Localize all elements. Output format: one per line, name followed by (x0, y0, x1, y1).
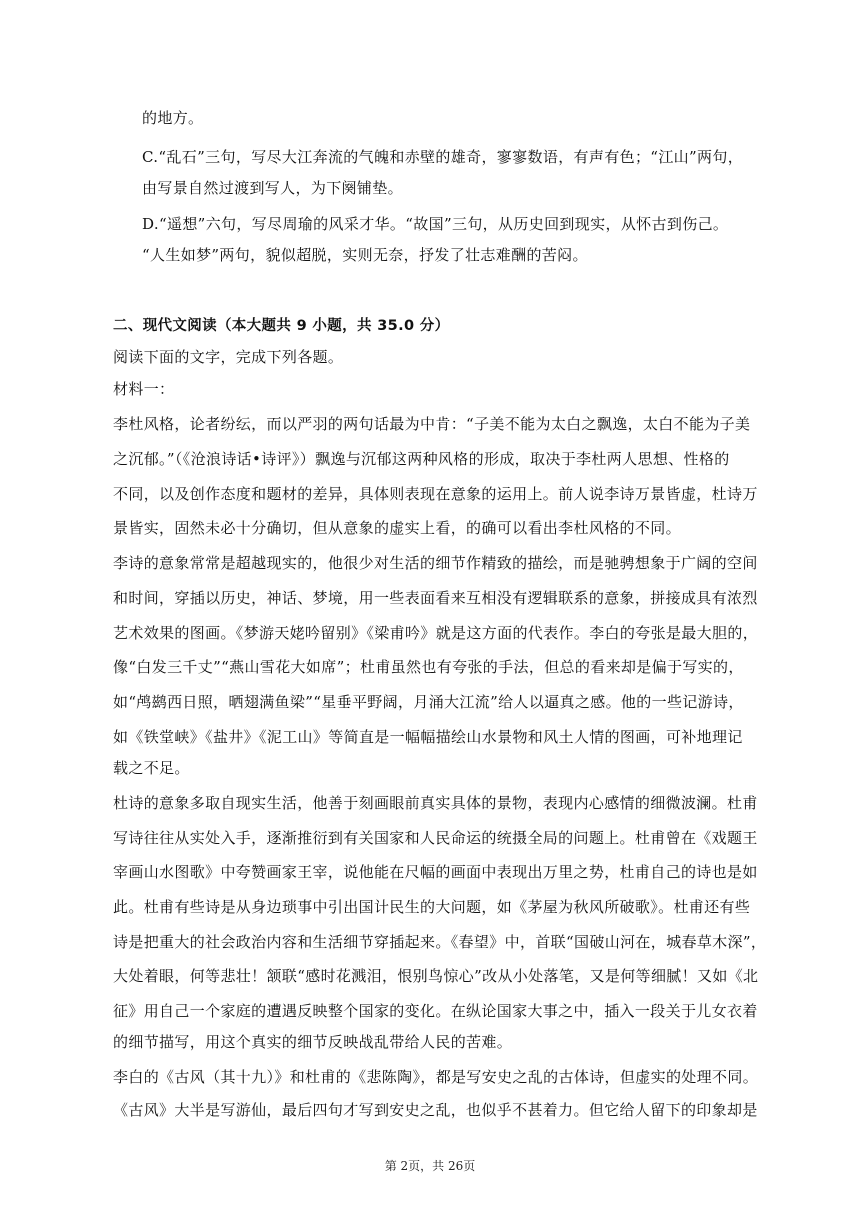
paragraph-1-line: 不同，以及创作态度和题材的差异，具体则表现在意象的运用上。前人说李诗万景皆虚，杜诗万 (113, 485, 758, 503)
paragraph-1-line: 李杜风格，论者纷纭，而以严羽的两句话最为中肯：“子美不能为太白之飘逸，太白不能为子美 (113, 415, 751, 433)
paragraph-2-line: 载之不足。 (113, 759, 190, 777)
paragraph-2-line: 和时间，穿插以历史，神话、梦境，用一些表面看来互相没有逻辑联系的意象，拼接成具有浓烈 (113, 589, 758, 607)
option-d-line-1: D.“遥想”六句，写尽周瑜的风采才华。“故国”三句，从历史回到现实，从怀古到伤己。 (142, 215, 729, 233)
paragraph-2-line: 如《铁堂峡》《盐井》《泥工山》等简直是一幅幅描绘山水景物和风土人情的图画，可补地理记 (113, 728, 743, 746)
reading-instruction: 阅读下面的文字，完成下列各题。 (113, 348, 344, 366)
paragraph-3-line: 杜诗的意象多取自现实生活，他善于刻画眼前真实具体的景物，表现内心感情的细微波澜。杜甫 (113, 794, 758, 812)
paragraph-2-line: 像“白发三千丈”“燕山雪花大如席”；杜甫虽然也有夸张的手法，但总的看来却是偏于写实的， (113, 658, 744, 676)
paragraph-3-line: 大处着眼，何等悲壮！颔联“感时花溅泪，恨别鸟惊心”改从小处落笔，又是何等细腻！又如《北 (113, 967, 759, 985)
material-label: 材料一： (113, 380, 175, 398)
paragraph-3-line: 征》用自己一个家庭的遭遇反映整个国家的变化。在纵论国家大事之中，插入一段关于儿女衣着 (113, 1002, 758, 1020)
paragraph-2-line: 如“鸬鹚西日照，晒翅满鱼梁”“星垂平野阔，月涌大江流”给人以逼真之感。他的一些记游诗， (113, 693, 744, 711)
paragraph-4-line: 《古风》大半是写游仙，最后四句才写到安史之乱，也似乎不甚着力。但它给人留下的印象却是 (113, 1101, 758, 1119)
option-d-line-2: “人生如梦”两句，貌似超脱，实则无奈，抒发了壮志难酬的苦闷。 (142, 246, 588, 264)
paragraph-1-line: 之沉郁。”（《沧浪诗话•诗评》）飘逸与沉郁这两种风格的形成，取决于李杜两人思想、性格的 (113, 450, 730, 468)
paragraph-3-line: 宰画山水图歌》中夸赞画家王宰，说他能在尺幅的画面中表现出万里之势，杜甫自己的诗也是如 (113, 863, 758, 881)
page-number-footer: 第 2页，共 26页 (384, 1159, 476, 1173)
paragraph-2-line: 李诗的意象常常是超越现实的，他很少对生活的细节作精致的描绘，而是驰骋想象于广阔的空间 (113, 554, 758, 572)
paragraph-1-line: 景皆实，固然未必十分确切，但从意象的虚实上看，的确可以看出李杜风格的不同。 (113, 519, 681, 537)
paragraph-3-line: 此。杜甫有些诗是从身边琐事中引出国计民生的大问题，如《茅屋为秋风所破歌》。杜甫还有些 (113, 898, 751, 916)
paragraph-3-line: 诗是把重大的社会政治内容和生活细节穿插起来。《春望》中，首联“国破山河在，城春草木深”， (113, 933, 767, 951)
paragraph-2-line: 艺术效果的图画。《梦游天姥吟留别》《梁甫吟》就是这方面的代表作。李白的夸张是最大胆的， (113, 624, 759, 642)
option-b-continuation: 的地方。 (142, 109, 204, 127)
option-c-line-1: C.“乱石”三句，写尽大江奔流的气魄和赤壁的雄奇，寥寥数语，有声有色；“江山”两句， (142, 148, 744, 166)
paragraph-3-line: 的细节描写，用这个真实的细节反映战乱带给人民的苦难。 (113, 1033, 513, 1051)
section-heading: 二、现代文阅读（本大题共 9 小题，共 35.0 分） (113, 318, 450, 334)
paragraph-3-line: 写诗往往从实处入手，逐渐推衍到有关国家和人民命运的统摄全局的问题上。杜甫曾在《戏题王 (113, 829, 758, 847)
paragraph-4-line: 李白的《古风（其十九）》和杜甫的《悲陈陶》，都是写安史之乱的古体诗，但虚实的处理不同。 (113, 1068, 759, 1086)
option-c-line-2: 由写景自然过渡到写人，为下阕铺垫。 (142, 179, 403, 197)
